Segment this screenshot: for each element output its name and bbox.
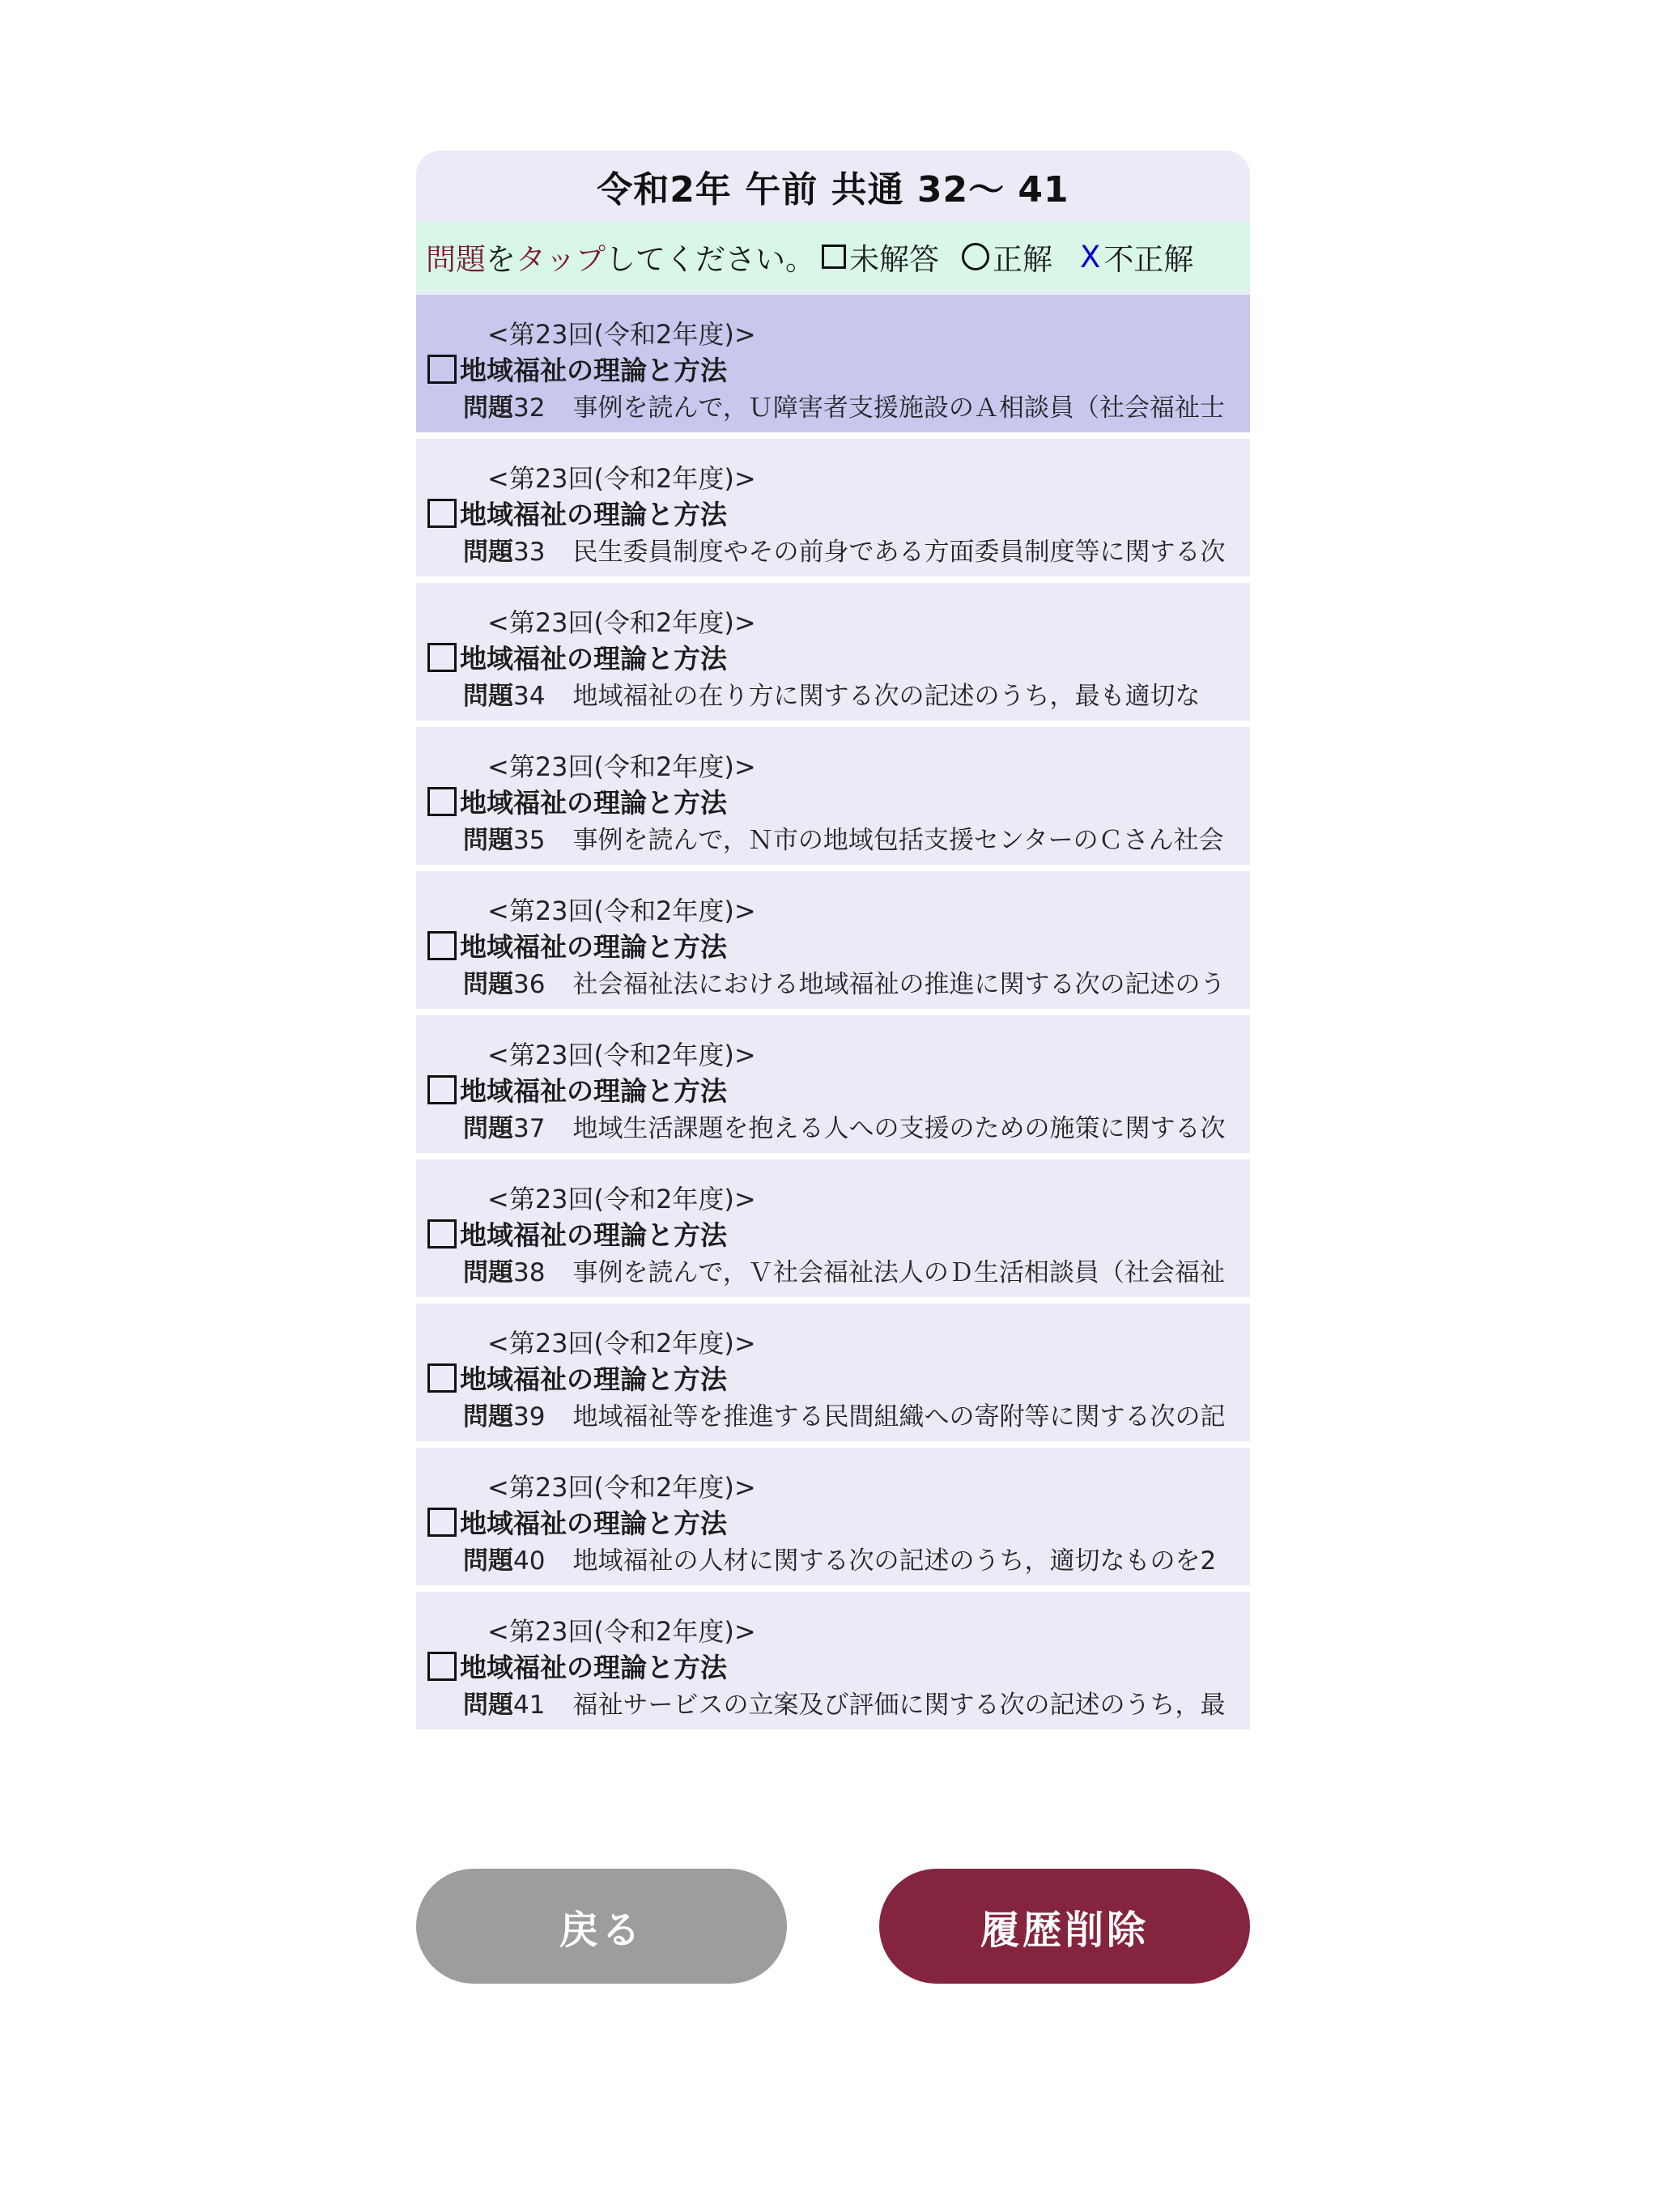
- question-preview: [463, 1252, 1225, 1288]
- subject-line: [427, 782, 727, 820]
- question-text: 事例を読んで，Ｖ社会福祉法人のＤ生活相談員（社会福祉: [572, 1258, 1225, 1287]
- subject-label: 地域福祉の理論と方法: [460, 1508, 727, 1539]
- subject-label: 地域福祉の理論と方法: [460, 499, 727, 530]
- question-row[interactable]: [416, 583, 1250, 721]
- unanswered-checkbox-icon: [427, 1075, 457, 1104]
- question-preview: [463, 675, 1200, 712]
- question-number: 36: [513, 970, 546, 999]
- question-text: 地域福祉等を推進する民間組織への寄附等に関する次の記: [572, 1402, 1226, 1431]
- subject-label: 地域福祉の理論と方法: [460, 1219, 727, 1251]
- question-text: 地域生活課題を抱える人への支援のための施策に関する次: [572, 1114, 1226, 1143]
- question-label: 問題: [463, 393, 513, 423]
- question-number: 37: [513, 1114, 546, 1143]
- legend-text-question: 問題: [426, 242, 486, 277]
- question-text: 民生委員制度やその前身である方面委員制度等に関する次: [572, 538, 1226, 567]
- exam-label: <第23回(令和2年度)>: [487, 1616, 756, 1647]
- question-text: 地域福祉の人材に関する次の記述のうち，適切なものを2: [572, 1546, 1217, 1576]
- exam-label: <第23回(令和2年度)>: [487, 1040, 756, 1070]
- question-number: 40: [513, 1546, 546, 1576]
- question-list-panel: [416, 151, 1250, 1729]
- question-preview: [463, 1396, 1225, 1432]
- exam-label: <第23回(令和2年度)>: [487, 1328, 756, 1359]
- legend-text-wo: を: [486, 242, 516, 277]
- question-row[interactable]: [416, 1159, 1250, 1297]
- exam-label: <第23回(令和2年度)>: [487, 463, 756, 494]
- question-list: [416, 295, 1250, 1729]
- question-preview: [463, 1108, 1225, 1144]
- question-text: 事例を読んで，Ｎ市の地域包括支援センターのＣさん社会: [572, 826, 1224, 855]
- question-row[interactable]: [416, 727, 1250, 865]
- subject-label: 地域福祉の理論と方法: [460, 931, 727, 963]
- legend-text-instruction: してください。: [606, 242, 815, 277]
- question-number: 33: [513, 538, 546, 567]
- question-label: 問題: [463, 682, 513, 711]
- exam-label: <第23回(令和2年度)>: [487, 1472, 756, 1503]
- unanswered-checkbox-icon: [427, 1508, 457, 1537]
- question-preview: [463, 963, 1225, 1000]
- question-text: 社会福祉法における地域福祉の推進に関する次の記述のう: [572, 970, 1226, 999]
- question-row[interactable]: [416, 1015, 1250, 1153]
- question-label: 問題: [463, 538, 513, 567]
- question-preview: [463, 1684, 1225, 1721]
- question-number: 38: [513, 1258, 546, 1287]
- legend-unanswered: 未解答: [849, 242, 939, 277]
- unanswered-checkbox-icon: [427, 931, 457, 960]
- question-preview: [463, 387, 1225, 423]
- subject-line: [427, 494, 727, 532]
- unanswered-checkbox-icon: [427, 1219, 457, 1249]
- incorrect-x-icon: X: [1080, 239, 1101, 274]
- legend-incorrect: 不正解: [1103, 242, 1194, 277]
- subject-line: [427, 1647, 727, 1685]
- question-label: 問題: [463, 1402, 513, 1431]
- exam-label: <第23回(令和2年度)>: [487, 751, 756, 782]
- subject-label: 地域福祉の理論と方法: [460, 355, 727, 386]
- question-row[interactable]: [416, 1304, 1250, 1441]
- question-text: 地域福祉の在り方に関する次の記述のうち，最も適切な: [572, 682, 1201, 711]
- subject-line: [427, 638, 727, 676]
- correct-circle-icon: [962, 243, 989, 270]
- question-label: 問題: [463, 1114, 513, 1143]
- subject-line: [427, 1214, 727, 1253]
- legend-correct: 正解: [993, 242, 1052, 277]
- question-row[interactable]: [416, 1448, 1250, 1585]
- unanswered-checkbox-icon: [427, 1363, 457, 1393]
- subject-label: 地域福祉の理論と方法: [460, 787, 727, 819]
- subject-label: 地域福祉の理論と方法: [460, 1075, 727, 1107]
- exam-label: <第23回(令和2年度)>: [487, 895, 756, 926]
- question-row[interactable]: [416, 439, 1250, 576]
- subject-line: [427, 926, 727, 964]
- question-row[interactable]: [416, 1592, 1250, 1729]
- unanswered-checkbox-icon: [427, 1652, 457, 1681]
- question-number: 39: [513, 1402, 546, 1431]
- exam-label: <第23回(令和2年度)>: [487, 319, 756, 350]
- question-number: 35: [513, 826, 546, 855]
- unanswered-checkbox-icon: [427, 355, 457, 384]
- unanswered-box-icon: [822, 245, 846, 269]
- question-preview: [463, 1540, 1216, 1576]
- question-text: 事例を読んで，Ｕ障害者支援施設のＡ相談員（社会福祉士: [572, 393, 1225, 423]
- question-number: 34: [513, 682, 546, 711]
- unanswered-checkbox-icon: [427, 499, 457, 528]
- subject-label: 地域福祉の理論と方法: [460, 1363, 727, 1395]
- question-preview: [463, 531, 1225, 568]
- question-label: 問題: [463, 1258, 513, 1287]
- legend-text-tap: タップ: [516, 242, 606, 277]
- legend-bar: [416, 222, 1250, 291]
- question-number: 32: [513, 393, 546, 423]
- page-title: 令和2年 午前 共通 32～ 41: [597, 169, 1069, 211]
- unanswered-checkbox-icon: [427, 787, 457, 816]
- subject-line: [427, 1359, 727, 1397]
- question-number: 41: [513, 1691, 546, 1720]
- question-label: 問題: [463, 970, 513, 999]
- question-preview: [463, 819, 1224, 856]
- subject-label: 地域福祉の理論と方法: [460, 1652, 727, 1683]
- subject-label: 地域福祉の理論と方法: [460, 643, 727, 674]
- unanswered-checkbox-icon: [427, 643, 457, 672]
- back-button[interactable]: 戻る: [416, 1869, 787, 1984]
- subject-line: [427, 1070, 727, 1108]
- question-label: 問題: [463, 826, 513, 855]
- exam-label: <第23回(令和2年度)>: [487, 607, 756, 638]
- question-label: 問題: [463, 1691, 513, 1720]
- question-label: 問題: [463, 1546, 513, 1576]
- question-text: 福祉サービスの立案及び評価に関する次の記述のうち，最: [572, 1691, 1226, 1720]
- clear-history-button[interactable]: 履歴削除: [879, 1869, 1250, 1984]
- question-row[interactable]: [416, 871, 1250, 1009]
- exam-label: <第23回(令和2年度)>: [487, 1184, 756, 1214]
- subject-line: [427, 1503, 727, 1541]
- question-row[interactable]: [416, 295, 1250, 432]
- subject-line: [427, 350, 727, 388]
